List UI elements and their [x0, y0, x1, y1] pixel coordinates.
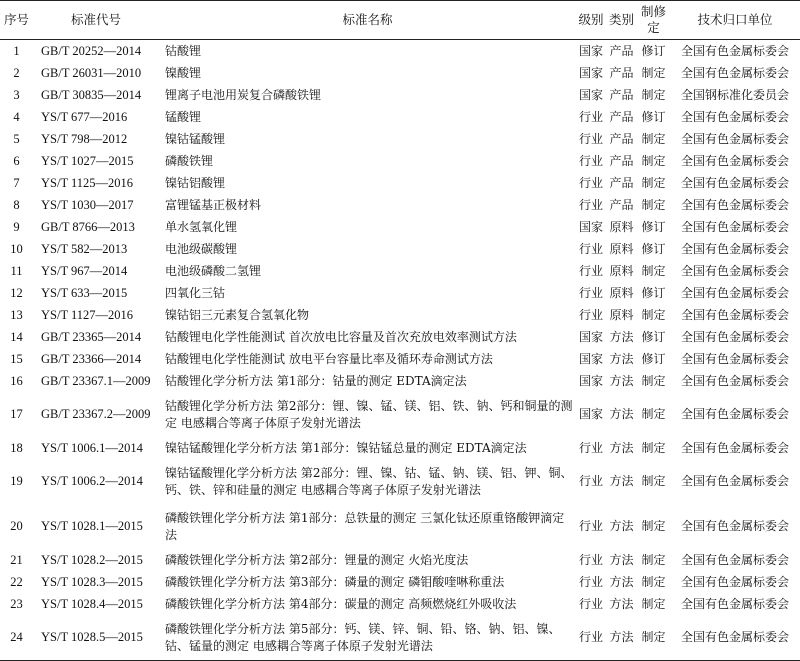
standard-type: 方法 — [609, 596, 634, 611]
standard-level: 国家 — [578, 219, 603, 234]
standard-level: 国家 — [578, 407, 603, 421]
row-number: 7 — [13, 175, 20, 190]
standard-level: 行业 — [578, 440, 603, 455]
standard-type: 产品 — [609, 109, 634, 124]
table-row — [0, 194, 800, 216]
row-number: 17 — [10, 407, 23, 421]
table-row — [0, 593, 800, 615]
revision-status: 制定 — [641, 407, 666, 421]
table-row — [0, 571, 800, 593]
technical-unit: 全国有色金属标委会 — [680, 197, 789, 212]
table-row — [0, 437, 800, 459]
table-header — [0, 1, 800, 40]
technical-unit: 全国有色金属标委会 — [680, 373, 789, 388]
standard-level: 行业 — [578, 131, 603, 146]
technical-unit: 全国有色金属标委会 — [680, 285, 789, 300]
standard-name: 镍钴铝酸锂 — [165, 175, 226, 190]
technical-unit: 全国有色金属标委会 — [680, 552, 789, 567]
row-number: 13 — [10, 307, 23, 322]
standard-type: 原料 — [609, 219, 634, 234]
standard-type: 方法 — [609, 474, 634, 488]
standard-level: 行业 — [578, 153, 603, 168]
row-number: 6 — [13, 153, 20, 168]
header-type: 类别 — [606, 1, 637, 40]
standard-code: YS/T 1006.2—2014 — [41, 474, 143, 488]
standard-level: 国家 — [578, 65, 603, 80]
table-row — [0, 40, 800, 63]
technical-unit: 全国有色金属标委会 — [680, 329, 789, 344]
revision-status: 制定 — [641, 373, 666, 388]
standard-level: 行业 — [578, 552, 603, 567]
revision-status: 制定 — [641, 552, 666, 567]
standard-name: 镍钴锰酸锂化学分析方法 第1部分：镍钴锰总量的测定 EDTA滴定法 — [165, 440, 527, 455]
standard-type: 方法 — [609, 373, 634, 388]
standard-level: 行业 — [578, 109, 603, 124]
row-number: 15 — [10, 351, 23, 366]
standard-code: GB/T 23366—2014 — [41, 351, 142, 366]
row-number: 16 — [10, 373, 23, 388]
standard-type: 原料 — [609, 263, 634, 278]
standard-name: 镍钴锰酸锂 — [165, 131, 226, 146]
standard-code: YS/T 1125—2016 — [41, 175, 134, 190]
row-number: 5 — [13, 131, 20, 146]
standard-name: 钴酸锂电化学性能测试 首次放电比容量及首次充放电效率测试方法 — [165, 329, 517, 344]
table-row — [0, 504, 800, 549]
table-row — [0, 238, 800, 260]
technical-unit: 全国有色金属标委会 — [680, 263, 789, 278]
standard-level: 行业 — [576, 615, 606, 661]
standard-name: 电池级碳酸锂 — [165, 241, 238, 256]
row-number: 8 — [13, 197, 20, 212]
standard-name: 电池级磷酸二氢锂 — [165, 263, 262, 278]
table-row — [0, 62, 800, 84]
technical-unit: 全国有色金属标委会 — [680, 596, 789, 611]
technical-unit: 全国钢标准化委员会 — [680, 87, 789, 102]
technical-unit: 全国有色金属标委会 — [680, 574, 789, 589]
standard-level: 行业 — [578, 197, 603, 212]
header-row — [0, 1, 800, 40]
technical-unit: 全国有色金属标委会 — [680, 241, 789, 256]
header-name: 标准名称 — [159, 1, 576, 40]
row-number: 3 — [13, 87, 20, 102]
table-row — [0, 282, 800, 304]
standard-level: 国家 — [578, 43, 603, 58]
standard-type: 方法 — [609, 574, 634, 589]
standard-code: GB/T 8766—2013 — [41, 219, 135, 234]
standard-code: YS/T 1028.4—2015 — [41, 596, 143, 611]
revision-status: 制定 — [641, 440, 666, 455]
row-number: 21 — [10, 552, 23, 567]
revision-status: 制定 — [641, 197, 666, 212]
standard-code: GB/T 26031—2010 — [41, 65, 142, 80]
technical-unit: 全国有色金属标委会 — [680, 440, 789, 455]
standard-code: YS/T 1030—2017 — [41, 197, 134, 212]
standard-name: 磷酸铁锂化学分析方法 第1部分：总铁量的测定 三氯化钛还原重铬酸钾滴定法 — [165, 510, 565, 542]
table-row — [0, 549, 800, 571]
technical-unit: 全国有色金属标委会 — [680, 519, 789, 533]
standard-type: 原料 — [609, 241, 634, 256]
table-row — [0, 106, 800, 128]
standard-code: YS/T 1028.5—2015 — [33, 615, 159, 661]
row-number: 14 — [10, 329, 23, 344]
standard-type: 方法 — [609, 440, 634, 455]
revision-status: 修订 — [641, 43, 666, 58]
standard-name: 单水氢氧化锂 — [165, 219, 238, 234]
standard-type: 产品 — [609, 65, 634, 80]
standard-code: YS/T 1028.2—2015 — [41, 552, 143, 567]
row-number: 9 — [13, 219, 20, 234]
table-row — [0, 84, 800, 106]
revision-status: 修订 — [641, 351, 666, 366]
standard-code: YS/T 582—2013 — [41, 241, 128, 256]
row-number: 4 — [13, 109, 20, 124]
header-revision: 制修定 — [637, 1, 670, 40]
row-number: 19 — [10, 474, 23, 488]
standard-type: 产品 — [609, 131, 634, 146]
header-level: 级别 — [576, 1, 606, 40]
standard-type: 方法 — [609, 519, 634, 533]
standard-name: 磷酸铁锂化学分析方法 第2部分：锂量的测定 火焰光度法 — [165, 552, 469, 567]
revision-status: 制定 — [641, 131, 666, 146]
standard-code: GB/T 23365—2014 — [41, 329, 142, 344]
table-row — [0, 459, 800, 504]
row-number: 10 — [10, 241, 23, 256]
revision-status: 制定 — [641, 65, 666, 80]
standard-name: 磷酸铁锂化学分析方法 第3部分：磷量的测定 磷钼酸喹啉称重法 — [165, 574, 505, 589]
revision-status: 制定 — [641, 596, 666, 611]
standard-code: YS/T 1127—2016 — [41, 307, 134, 322]
standard-type: 产品 — [609, 43, 634, 58]
standard-code: GB/T 20252—2014 — [41, 43, 142, 58]
standard-type: 方法 — [609, 407, 634, 421]
standard-name: 磷酸铁锂化学分析方法 第5部分：钙、镁、锌、铜、铅、铬、钠、铝、镍、钴、锰量的测定 电感耦合等离子体原子发射光谱法 — [159, 615, 576, 661]
row-number: 20 — [10, 519, 23, 533]
revision-status: 制定 — [641, 574, 666, 589]
table-row — [0, 150, 800, 172]
standard-name: 钴酸锂 — [165, 43, 202, 58]
standard-name: 四氧化三钴 — [165, 285, 226, 300]
row-number: 2 — [13, 65, 20, 80]
header-unit: 技术归口单位 — [670, 1, 800, 40]
standard-level: 行业 — [578, 263, 603, 278]
standard-level: 行业 — [578, 241, 603, 256]
revision-status: 制定 — [641, 263, 666, 278]
revision-status: 修订 — [641, 329, 666, 344]
standard-code: YS/T 1027—2015 — [41, 153, 134, 168]
standard-name: 镍钴铝三元素复合氢氧化物 — [165, 307, 310, 322]
standard-level: 国家 — [578, 87, 603, 102]
technical-unit: 全国有色金属标委会 — [680, 43, 789, 58]
standard-name: 磷酸铁锂化学分析方法 第4部分：碳量的测定 高频燃烧红外吸收法 — [165, 596, 517, 611]
table-body — [0, 40, 800, 661]
standard-name: 钴酸锂电化学性能测试 放电平台容量比率及循环寿命测试方法 — [165, 351, 493, 366]
technical-unit: 全国有色金属标委会 — [680, 307, 789, 322]
standard-type: 方法 — [609, 329, 634, 344]
table-row — [0, 348, 800, 370]
row-number: 23 — [10, 596, 23, 611]
technical-unit: 全国有色金属标委会 — [680, 153, 789, 168]
standard-code: YS/T 1028.3—2015 — [41, 574, 143, 589]
standard-level: 行业 — [578, 574, 603, 589]
standard-name: 锂离子电池用炭复合磷酸铁锂 — [165, 87, 322, 102]
technical-unit: 全国有色金属标委会 — [680, 351, 789, 366]
standard-code: YS/T 1028.1—2015 — [41, 519, 143, 533]
table-row — [0, 392, 800, 437]
standard-code: YS/T 633—2015 — [41, 285, 128, 300]
revision-status: 制定 — [641, 474, 666, 488]
standard-level: 国家 — [578, 329, 603, 344]
revision-status: 修订 — [641, 285, 666, 300]
technical-unit: 全国有色金属标委会 — [680, 65, 789, 80]
standard-level: 行业 — [578, 474, 603, 488]
standard-name: 锰酸锂 — [165, 109, 202, 124]
row-number: 11 — [10, 263, 23, 278]
standard-type: 原料 — [609, 285, 634, 300]
standard-code: GB/T 23367.1—2009 — [41, 373, 151, 388]
standard-level: 行业 — [578, 307, 603, 322]
standard-type: 产品 — [609, 175, 634, 190]
revision-status: 制定 — [637, 615, 670, 661]
header-no: 序号 — [0, 1, 33, 40]
standard-name: 磷酸铁锂 — [165, 153, 214, 168]
standard-level: 行业 — [578, 175, 603, 190]
row-number: 18 — [10, 440, 23, 455]
table-row — [0, 216, 800, 238]
technical-unit: 全国有色金属标委会 — [680, 474, 789, 488]
revision-status: 修订 — [641, 241, 666, 256]
standard-code: YS/T 677—2016 — [41, 109, 128, 124]
revision-status: 制定 — [641, 153, 666, 168]
table-row — [0, 326, 800, 348]
row-number: 22 — [10, 574, 23, 589]
revision-status: 制定 — [641, 519, 666, 533]
standard-type: 原料 — [609, 307, 634, 322]
header-code: 标准代号 — [33, 1, 159, 40]
standard-type: 方法 — [606, 615, 637, 661]
table-row — [0, 260, 800, 282]
table-row — [0, 128, 800, 150]
standard-type: 方法 — [609, 351, 634, 366]
standard-type: 产品 — [609, 153, 634, 168]
table-row — [0, 370, 800, 392]
standard-type: 产品 — [609, 87, 634, 102]
standard-code: YS/T 967—2014 — [41, 263, 128, 278]
row-number: 1 — [13, 43, 20, 58]
standard-level: 行业 — [578, 285, 603, 300]
standard-name: 镍钴锰酸锂化学分析方法 第2部分：锂、镍、钴、锰、钠、镁、铝、钾、铜、钙、铁、锌和硅量的测定 电感耦合等离子体原子发射光谱法 — [165, 465, 573, 497]
technical-unit: 全国有色金属标委会 — [680, 219, 789, 234]
standard-name: 富锂锰基正极材料 — [165, 197, 262, 212]
standard-code: YS/T 798—2012 — [41, 131, 128, 146]
revision-status: 修订 — [641, 219, 666, 234]
table-row — [0, 615, 800, 661]
revision-status: 制定 — [641, 307, 666, 322]
standard-level: 国家 — [578, 373, 603, 388]
technical-unit: 全国有色金属标委会 — [680, 131, 789, 146]
row-number: 24 — [0, 615, 33, 661]
standard-name: 钴酸锂化学分析方法 第2部分：锂、镍、锰、镁、铝、铁、钠、钙和铜量的测定 电感耦合等离子体原子发射光谱法 — [165, 398, 573, 430]
revision-status: 修订 — [641, 109, 666, 124]
standard-name: 镍酸锂 — [165, 65, 202, 80]
revision-status: 制定 — [641, 87, 666, 102]
table-row — [0, 304, 800, 326]
standard-level: 国家 — [578, 351, 603, 366]
technical-unit: 全国有色金属标委会 — [680, 109, 789, 124]
standard-type: 产品 — [609, 197, 634, 212]
technical-unit: 全国有色金属标委会 — [680, 175, 789, 190]
revision-status: 制定 — [641, 175, 666, 190]
technical-unit: 全国有色金属标委会 — [670, 615, 800, 661]
row-number: 12 — [10, 285, 23, 300]
table-row — [0, 172, 800, 194]
standard-code: GB/T 30835—2014 — [41, 87, 142, 102]
standard-code: YS/T 1006.1—2014 — [41, 440, 143, 455]
standard-type: 方法 — [609, 552, 634, 567]
technical-unit: 全国有色金属标委会 — [680, 407, 789, 421]
standard-level: 行业 — [578, 519, 603, 533]
standard-level: 行业 — [578, 596, 603, 611]
standard-code: GB/T 23367.2—2009 — [41, 407, 151, 421]
standard-name: 钴酸锂化学分析方法 第1部分：钴量的测定 EDTA滴定法 — [165, 373, 467, 388]
